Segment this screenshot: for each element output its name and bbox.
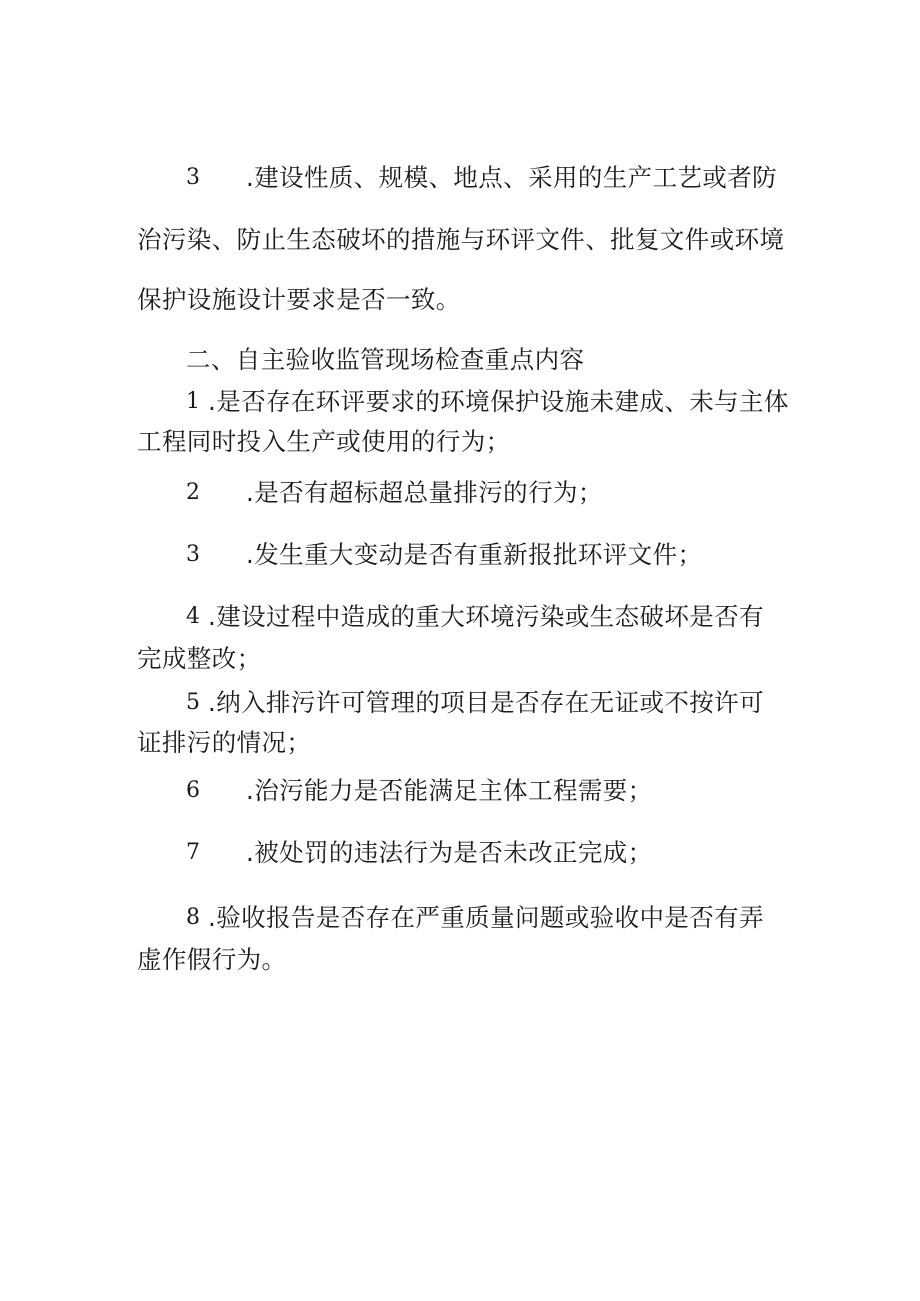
- item-3-number: 3: [186, 542, 200, 567]
- item-a-line1: .建设性质、规模、地点、采用的生产工艺或者防: [246, 163, 778, 192]
- item-7-number: 7: [186, 840, 200, 865]
- item-1-line2: 工程同时投入生产或使用的行为；: [137, 427, 511, 456]
- item-6-number: 6: [186, 778, 200, 803]
- item-8-line2: 虚作假行为。: [137, 945, 287, 974]
- item-3-line1: .发生重大变动是否有重新报批环评文件；: [246, 540, 703, 569]
- item-5-line2: 证排污的情况；: [137, 728, 312, 757]
- item-4-line2: 完成整改；: [137, 644, 262, 673]
- item-a-number: 3: [186, 165, 200, 190]
- item-7-line1: .被处罚的违法行为是否未改正完成；: [246, 838, 653, 867]
- item-1-line1: .是否存在环评要求的环境保护设施未建成、未与主体: [208, 387, 789, 416]
- item-8-number: 8: [186, 905, 200, 930]
- item-2-line1: .是否有超标超总量排污的行为；: [246, 478, 603, 507]
- item-2-number: 2: [186, 480, 200, 505]
- item-1-number: 1: [186, 389, 200, 414]
- item-8-line1: .验收报告是否存在严重质量问题或验收中是否有弄: [208, 903, 764, 932]
- item-a-line3: 保护设施设计要求是否一致。: [137, 285, 461, 314]
- item-a-line2: 治污染、防止生态破坏的措施与环评文件、批复文件或环境: [137, 225, 785, 254]
- item-4-line1: .建设过程中造成的重大环境污染或生态破坏是否有: [208, 602, 764, 631]
- section-heading: 二、自主验收监管现场检查重点内容: [186, 345, 585, 374]
- item-4-number: 4: [186, 604, 200, 629]
- item-5-line1: .纳入排污许可管理的项目是否存在无证或不按许可: [208, 688, 764, 717]
- item-6-line1: .治污能力是否能满足主体工程需要；: [246, 776, 653, 805]
- item-5-number: 5: [186, 690, 200, 715]
